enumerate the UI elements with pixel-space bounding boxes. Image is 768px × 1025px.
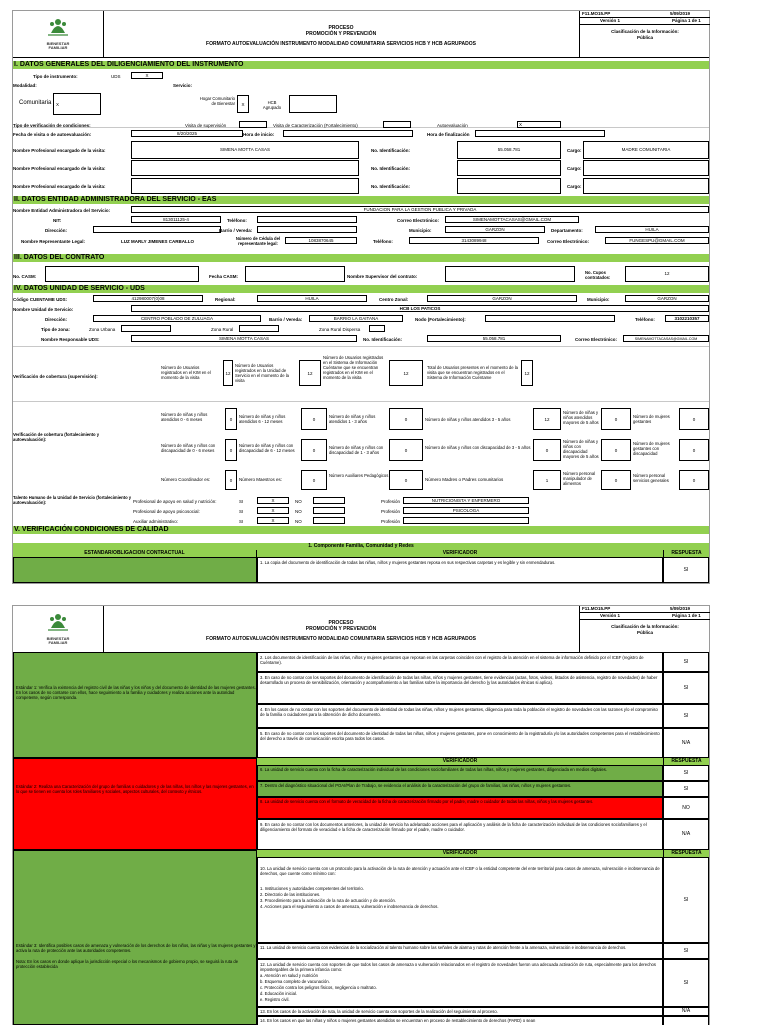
no-id-2-field[interactable] xyxy=(457,160,561,176)
d3-label: Número de niñas y niños con discapacidad de 1 - 3 años xyxy=(329,445,384,455)
respuesta-header: RESPUESTA xyxy=(663,550,709,557)
c4-field[interactable]: 1 xyxy=(533,470,561,490)
uds-tel-field[interactable]: 3102210357 xyxy=(665,315,709,322)
d5-field[interactable]: 0 xyxy=(601,439,631,461)
document-header-2 xyxy=(13,606,709,653)
eas-dep-label: Departamento: xyxy=(551,228,583,233)
cobertura-supervision-label: Verificación de cobertura (supervisión): xyxy=(13,374,98,379)
eas-correo-label: Correo Electrónico: xyxy=(397,218,440,223)
fecha-visita-label: Fecha de visita o de autoevaluación: xyxy=(13,132,92,137)
p2-si-label: SI xyxy=(239,509,244,514)
doc-version: Versión 1 xyxy=(600,613,621,618)
c2-field[interactable]: 0 xyxy=(301,470,327,490)
header-formato: FORMATO AUTOEVALUACIÓN INSTRUMENTO MODALIDAD COMUNITARIA SERVICIOS HCB Y HCB AGRUPADOS xyxy=(206,636,476,642)
eas-correo2-label: Correo Electrónico: xyxy=(547,239,590,244)
p1-profesion-label: Profesión xyxy=(381,499,401,504)
casm-label: No. CASM: xyxy=(13,274,37,279)
eas-tel2-label: Teléfono: xyxy=(373,239,393,244)
section-1-title: I. DATOS GENERALES DEL DILIGENCIAMIENTO DEL INSTRUMENTO xyxy=(13,61,709,69)
n4-label: Número de niñas y niños atendidos 3 - 5 años xyxy=(425,417,511,422)
cob-c-field[interactable]: 12 xyxy=(389,360,423,386)
cupos-field[interactable]: 12 xyxy=(625,266,709,282)
verificador-12-item-e: e. Registro civil. xyxy=(260,997,290,1002)
header-promocion: PROMOCIÓN Y PREVENCIÓN xyxy=(305,626,377,632)
eas-nombre-label: Nombre Entidad Administradora del Servicio: xyxy=(13,208,111,213)
eas-rep-value: LUZ MARLY JIMENES CARBALLO xyxy=(121,239,195,244)
p2-si-box[interactable]: X xyxy=(257,507,289,514)
cob-c-label: Número de Usuarios registrados en el Sistema de Información Cuéntame que se encuentran registrados en el KIM en el momento de la visita xyxy=(323,355,384,380)
estandar-1-cell xyxy=(13,652,257,758)
family-logo-icon xyxy=(13,606,103,638)
doc-public: Pública xyxy=(636,35,653,40)
uds-zonal-field[interactable]: GARZON xyxy=(427,295,577,302)
hogar-box[interactable]: X xyxy=(237,95,249,113)
d6-field[interactable]: 0 xyxy=(679,439,709,461)
comunitaria-label: Comunitaria xyxy=(19,100,52,106)
p1-no-box[interactable] xyxy=(313,497,345,504)
eas-tel-label: Teléfono: xyxy=(227,218,247,223)
document-header xyxy=(13,11,709,58)
no-id-2-label: No. Identificación: xyxy=(371,166,411,171)
uds-tel-label: Teléfono: xyxy=(635,317,655,322)
verificador-3-cell: 3. En caso de no contar con los soportes del documento de identificación de todas las niñas, niños y mujeres gestantes, tiene evidencias (actas, fotos, videos, listados de asistencia, registro de novedades) de haber desarrollado un proceso de sensibilización, orientación y acompañamiento a las familias sobre la importancia del derecho (y las autoridades étnicas si aplica). xyxy=(257,672,663,704)
uds-dir-label: Dirección: xyxy=(45,317,68,322)
form-page-2 xyxy=(12,605,710,1025)
respuesta-8[interactable]: NO xyxy=(663,797,709,819)
c4-label: Número Madres o Padres comunitarios xyxy=(425,477,504,482)
n3-label: Número de niñas y niños atendidos 1 - 3 años xyxy=(329,414,376,424)
eas-mun-label: Municipio: xyxy=(409,228,432,233)
verificador-12-item-c: c. Protección contra los peligros físicos, negligencia o maltrato. xyxy=(260,985,377,990)
uds-resp-correo-label: Correo Electrónico: xyxy=(575,337,618,342)
verificador-2-cell: 2. Los documentos de identificación de las niñas, niños y mujeres gestantes que reposan en las carpetas coinciden con el registro de la atención en el sistema de información definido por el ICBF (registro de Cuéntame). xyxy=(257,652,663,672)
header-proceso: PROCESO xyxy=(328,620,354,626)
header-meta xyxy=(579,11,710,57)
hogar-label: Hogar Comunitario de Bienestar xyxy=(199,96,235,106)
estandar-3-note: Nota: En los casos en donde aplique la jurisdicción especial o los mecanismos de gobierno propio, se seguirá la ruta de protección establecida xyxy=(16,959,239,969)
verificador-10-item-4: 4. Acciones para el seguimiento a casos de amenaza, vulneración e inobservancia de derechos. xyxy=(260,904,439,909)
logo-text-2: FAMILIAR xyxy=(48,640,68,645)
visita-caracterizacion-box[interactable] xyxy=(383,121,411,128)
verificador-header-2: VERIFICADOR xyxy=(257,758,663,765)
uds-dir-field[interactable]: CENTRO POBLADO DE ZULUAGA xyxy=(93,315,261,322)
cob-a-label: Número de Usuarios registrados en el KIM en el momento de la visita xyxy=(161,365,211,380)
p3-si-label: SI xyxy=(239,519,244,524)
verificador-header: VERIFICADOR xyxy=(257,550,663,557)
eas-cedula-label: Número de Cédula del representante legal: xyxy=(235,236,281,246)
p2-no-label: NO xyxy=(295,509,302,514)
d3-field[interactable]: 0 xyxy=(389,439,423,461)
verificador-10-item-3: 3. Procedimiento para la activación de la ruta de actuación y de atención. xyxy=(260,898,396,903)
hora-fin-field[interactable] xyxy=(475,130,605,137)
verificador-6-cell: 6. La unidad de servicio cuenta con la ficha de caracterización individual de las condiciones sociofamiliares de todas las niñas, niños y mujeres gestantes, diligenciada en medios digitales. xyxy=(257,765,663,781)
visita-supervision-box[interactable] xyxy=(239,121,267,128)
uds-resp-id-field[interactable]: 55.058.781 xyxy=(427,335,561,342)
uds-mun-field[interactable]: GARZON xyxy=(625,295,709,302)
tipo-instrumento-value: UDS xyxy=(111,74,121,79)
estandar-1-text: Estándar 1: Verifica la existencia del registro civil de las niñas y los niños y del documento de identidad de las mujeres gestantes. En los casos de no contarse con ellos, hace seguimiento a la familia y cuidadores y realiza acciones ante la autoridad competente, según corresponda. xyxy=(16,685,256,700)
hcb-agrupado-label: HCB Agrupado xyxy=(262,100,282,110)
p3-no-label: NO xyxy=(295,519,302,524)
respuesta-9[interactable]: N/A xyxy=(663,819,709,850)
verificador-4-cell: 4. En los casos de no contar con los soportes del documento de identidad de todas las niñas, niños y mujeres gestantes, diligencia para toda la población el registro de novedades con las razones y/o el compromiso de la familia o cuidadores para la obtención de dicho documento. xyxy=(257,704,663,728)
d2-label: Número de niñas y niños con discapacidad de 6 - 12 meses xyxy=(239,443,295,453)
n1-field[interactable]: 0 xyxy=(225,408,237,430)
verificador-10-text: 10. La unidad de servicio cuenta con un protocolo para la activación de la ruta de atención y actuación ante el ICBF o la entidad competente del ente territorial para casos de amenaza, vulneración e inobservancia de derechos, que cuente como mínimo con: xyxy=(260,866,660,876)
respuesta-2[interactable]: SI xyxy=(663,652,709,672)
tipo-instrumento-label: Tipo de instrumento: xyxy=(33,74,78,79)
supervisor-label: Nombre Supervisor del contrato: xyxy=(347,274,418,279)
cob-b-field[interactable]: 12 xyxy=(299,360,321,386)
eas-tel2-field[interactable]: 3143089948 xyxy=(409,237,539,244)
estandar-header: ESTANDAR/OBLIGACION CONTRACTUAL xyxy=(13,550,257,557)
visita-caracterizacion-label: Visita de Caracterización (Fortalecimiento) xyxy=(273,123,358,128)
verificador-12-item-a: a. Atención en salud y nutrición xyxy=(260,973,318,978)
n2-label: Número de niñas y niños atendidos 6 - 12 meses xyxy=(239,414,286,424)
header-meta-2 xyxy=(579,606,710,652)
c6-field[interactable]: 0 xyxy=(679,470,709,490)
profesional-2-field[interactable] xyxy=(131,160,359,176)
casm-field[interactable] xyxy=(45,266,199,282)
eas-correo-field[interactable]: SIMENAMOTTACASAS@GMAIL.COM xyxy=(445,216,579,223)
header-proceso: PROCESO xyxy=(328,25,354,31)
respuesta-3[interactable]: SI xyxy=(663,672,709,704)
comunitaria-box[interactable]: X xyxy=(53,93,101,115)
servicio-label: Servicio: xyxy=(173,83,193,88)
header-formato: FORMATO AUTOEVALUACIÓN INSTRUMENTO MODALIDAD COMUNITARIA SERVICIOS HCB Y HCB AGRUPADOS xyxy=(206,41,476,47)
verificador-5-cell: 5. En caso de no contar con los soportes del documento de identidad de todas las niñas, niños y mujeres gestantes, pone en conocimiento de la registraduría y/o las autoridades competentes para el restablecimiento del derecho a través de comunicación escrita para todos los casos. xyxy=(257,728,663,758)
p3-profesion-field[interactable] xyxy=(403,517,529,524)
doc-page: Página 1 de 1 xyxy=(672,18,701,23)
uds-regional-label: Regional: xyxy=(215,297,236,302)
verificador-10-item-2: 2. Directorio de las instituciones. xyxy=(260,892,321,897)
p1-label: Profesional de apoyo en salud y nutrición: xyxy=(133,499,217,504)
uds-codigo-field[interactable]: 412980007(0)08 xyxy=(93,295,203,302)
doc-public: Pública xyxy=(636,630,653,635)
doc-classification: Clasificación de la Información: xyxy=(611,29,679,34)
icbf-logo xyxy=(13,11,104,57)
section-5-title: V. VERIFICACIÓN CONDICIONES DE CALIDAD xyxy=(13,526,709,534)
uds-barrio-label: Barrio / Vereda: xyxy=(269,317,303,322)
d4-label: Número de niñas y niños con discapacidad de 3 - 5 años xyxy=(425,445,531,450)
eas-tel-field[interactable] xyxy=(257,216,357,223)
c6-label: Número personal servicios generales xyxy=(633,473,669,483)
doc-version: Versión 1 xyxy=(600,18,621,23)
doc-classification: Clasificación de la Información: xyxy=(611,624,679,629)
profesional-1-field[interactable]: SIMENA MOTTA CASAS xyxy=(131,141,359,159)
header-promocion: PROMOCIÓN Y PREVENCIÓN xyxy=(305,31,377,37)
verificador-10-cell xyxy=(257,857,663,943)
form-page-1 xyxy=(12,10,710,584)
doc-page: Página 1 de 1 xyxy=(672,613,701,618)
zona-rural-box[interactable] xyxy=(239,325,279,332)
p3-label: Auxiliar administrativo: xyxy=(133,519,179,524)
n5-label: Número de niñas y niños atendidos mayores de 5 años xyxy=(563,410,599,425)
n4-field[interactable]: 12 xyxy=(533,408,561,430)
eas-barrio-field[interactable] xyxy=(257,226,357,233)
eas-nombre-field[interactable]: FUNDACION PARA LA GESTION PUBLICA Y PRIVADA xyxy=(131,206,709,213)
zona-rural-label: Zona Rural xyxy=(211,327,234,332)
estandar-3-text: Estándar 3: Identifica posibles casos de amenaza y vulneración de los derechos de los niños, las niñas y las mujeres gestantes y activa la ruta de protección ante las autoridades competentes. xyxy=(16,943,256,953)
eas-barrio-label: Barrio / Vereda: xyxy=(219,228,253,233)
d4-field[interactable]: 0 xyxy=(533,439,561,461)
uds-unidad-label: Nombre Unidad de Servicio: xyxy=(13,307,74,312)
estandar-1-cell-p1 xyxy=(13,557,257,583)
d2-field[interactable]: 0 xyxy=(301,439,327,461)
c3-label: Número Auxiliares Pedagógicos xyxy=(329,473,389,478)
verificador-12-item-b: b. Esquema completo de vacunación. xyxy=(260,979,330,984)
visita-supervision-label: Visita de supervisión xyxy=(185,123,227,128)
estandar-2-text: Estándar 2: Realiza una Caracterización del grupo de familias o cuidadores y de las niñas, los niños y las mujeres gestantes, en lo que se tienen en cuenta los roles familiares y sociales, aspectos culturales, del contexto y étnicos. xyxy=(16,784,254,794)
uds-regional-field[interactable]: HUILA xyxy=(257,295,367,302)
p1-si-label: SI xyxy=(239,499,244,504)
hora-inicio-label: Hora de inicio: xyxy=(243,132,275,137)
respuesta-7[interactable]: SI xyxy=(663,781,709,797)
no-id-1-field[interactable]: 55.058.781 xyxy=(457,141,561,159)
respuesta-header-2: RESPUESTA xyxy=(663,758,709,765)
n3-field[interactable]: 0 xyxy=(389,408,423,430)
profesional-1-label: Nombre Profesional encargado de la visita: xyxy=(13,148,106,153)
no-id-1-label: No. Identificación: xyxy=(371,148,411,153)
p3-no-box[interactable] xyxy=(313,517,345,524)
doc-code: F11.MO15.PP xyxy=(582,606,611,611)
eas-nit-field[interactable]: 813011125-4 xyxy=(131,216,221,223)
uds-resp-label: Nombre Responsable UDS: xyxy=(41,337,100,342)
verificador-14-cell: 14. En los casos en que las niñas y niños o mujeres gestantes atendidos se encuentran en proceso de restablecimiento de derechos (PARD) o sean xyxy=(257,1016,663,1025)
respuesta-1[interactable]: SI xyxy=(663,557,709,583)
p1-no-label: NO xyxy=(295,499,302,504)
respuesta-11[interactable]: SI xyxy=(663,943,709,959)
n6-label: Número de mujeres gestantes xyxy=(633,414,670,424)
p2-no-box[interactable] xyxy=(313,507,345,514)
eas-nit-label: NIT: xyxy=(53,218,62,223)
profesional-2-label: Nombre Profesional encargado de la visita: xyxy=(13,166,106,171)
fecha-casm-label: Fecha CASM: xyxy=(209,274,239,279)
fecha-visita-field[interactable]: 8/20/2025 xyxy=(131,130,243,137)
zona-dispersa-box[interactable] xyxy=(369,325,385,332)
zona-urbana-label: Zona Urbana xyxy=(89,327,116,332)
p2-profesion-field[interactable]: PSICOLOGA xyxy=(403,507,529,514)
uds-mun-label: Municipio: xyxy=(587,297,610,302)
tipo-verificacion-label: Tipo de verificación de condiciones: xyxy=(13,123,91,128)
zona-urbana-box[interactable] xyxy=(121,325,171,332)
p1-si-box[interactable]: X xyxy=(257,497,289,504)
autoevaluacion-box[interactable]: X xyxy=(517,121,561,128)
cob-d-field[interactable]: 12 xyxy=(521,360,533,386)
cargo-1-field[interactable]: MADRE COMUNITARIA xyxy=(583,141,709,159)
n2-field[interactable]: 0 xyxy=(301,408,327,430)
header-title-block-2 xyxy=(103,606,579,652)
profesional-3-label: Nombre Profesional encargado de la visita: xyxy=(13,184,106,189)
c5-field[interactable]: 0 xyxy=(601,470,631,490)
verificador-8-cell: 8. La unidad de servicio cuenta con el formato de veracidad de la ficha de caracterización firmado por el padre, madre o cuidador de todas las niñas, niños y las mujeres gestantes. xyxy=(257,797,663,819)
zona-dispersa-label: Zona Rural Dispersa xyxy=(319,327,361,332)
respuesta-10[interactable]: SI xyxy=(663,857,709,943)
d6-label: Número de mujeres gestantes con discapacidad xyxy=(633,441,670,456)
estandar-2-cell xyxy=(13,758,257,850)
section-2-title: II. DATOS ENTIDAD ADMINISTRADORA DEL SERVICIO - EAS xyxy=(13,196,709,204)
eas-dep-field[interactable]: HUILA xyxy=(595,226,709,233)
cob-b-label: Número de Usuarios registrados en la Unidad de Servicio en el momento de la visita xyxy=(235,363,289,383)
c5-label: Número personal manipulador de alimentos xyxy=(563,471,596,486)
uds-resp-id-label: No. Identificación: xyxy=(363,337,403,342)
profesional-3-field[interactable] xyxy=(131,178,359,194)
estandar-3-cell xyxy=(13,850,257,1025)
n5-field[interactable]: 0 xyxy=(601,408,631,430)
doc-date: 5/09/2019 xyxy=(670,606,691,611)
uds-codigo-label: Código CUENTAME UDS: xyxy=(13,297,68,302)
d1-label: Número de niñas y niños con discapacidad de 0 - 6 meses xyxy=(161,443,216,453)
uds-resp-correo-field[interactable]: SIMENAMOTTACASAS@GMAIL.COM xyxy=(623,335,709,342)
family-logo-icon xyxy=(13,11,103,43)
respuesta-12[interactable]: SI xyxy=(663,959,709,1007)
d1-field[interactable]: 0 xyxy=(225,439,237,461)
uds-unidad-field[interactable]: HCB LOS PATICOS xyxy=(131,305,709,312)
cupos-label: No. Cupos contratados: xyxy=(585,270,611,280)
p2-label: Profesional de apoyo psicosocial: xyxy=(133,509,200,514)
verificador-11-cell: 11. La unidad de servicio cuenta con evidencias de la socialización al talento humano sobre las señales de alarma y rutas de atención frente a la amenaza, vulneración e inobservancia de derechos. xyxy=(257,943,663,959)
icbf-logo-2 xyxy=(13,606,104,652)
cobertura-fortalecimiento-label: Verificación de cobertura (fortalecimiento y autoevaluación): xyxy=(13,432,100,442)
eas-dir-label: Dirección: xyxy=(45,228,68,233)
c3-field[interactable]: 0 xyxy=(389,470,423,490)
supervisor-field[interactable] xyxy=(445,266,575,282)
doc-date: 5/09/2019 xyxy=(670,11,691,16)
respuesta-5[interactable]: N/A xyxy=(663,728,709,758)
cob-d-label: Total de Usuarios presentes en el momento de la visita que se encuentran registrados en el Sistema de Información Cuéntame xyxy=(427,365,519,380)
hora-fin-label: Hora de finalización xyxy=(427,132,470,137)
uds-zonal-label: Centro Zonal: xyxy=(379,297,409,302)
verificador-header-3: VERIFICADOR xyxy=(257,850,663,857)
cargo-2-field[interactable] xyxy=(583,160,709,176)
respuesta-13[interactable]: N/A xyxy=(663,1007,709,1016)
uds-barrio-field[interactable]: BARRIO LA GAITANA xyxy=(309,315,403,322)
uds-zona-label: Tipo de zona: xyxy=(41,327,70,332)
fecha-casm-field[interactable] xyxy=(245,266,345,282)
verificador-12-item-d: d. Educación inicial. xyxy=(260,991,298,996)
verificador-12-cell xyxy=(257,959,663,1007)
talento-humano-label: Talento Humano de la Unidad de Servicio (fortalecimiento y autoevaluación): xyxy=(13,495,132,505)
logo-text-1: BIENESTAR xyxy=(46,636,70,641)
eas-cedula-field[interactable]: 1083870645 xyxy=(285,237,357,244)
p3-si-box[interactable]: X xyxy=(257,517,289,524)
no-id-3-field[interactable] xyxy=(457,178,561,194)
section-3-title: III. DATOS DEL CONTRATO xyxy=(13,254,709,262)
no-id-3-label: No. Identificación: xyxy=(371,184,411,189)
n1-label: Número de niñas y niños atendidos 0 - 6 meses xyxy=(161,412,208,422)
verificador-9-cell: 9. En caso de no contar con los documentos anteriores, la unidad de servicio ha adelantado acciones para el aplicación y análisis de la ficha de caracterización individual de las condiciones sociofamiliares y el diligenciamiento del formato de veracidad e la ficha de caracterización firmado por el padre, madre o cuidador. xyxy=(257,819,663,850)
uds-resp-field[interactable]: SIMENA MOTTA CASAS xyxy=(131,335,357,342)
p1-profesion-field[interactable]: NUTRICIONISTA Y ENFERMERO xyxy=(403,497,529,504)
cob-a-field[interactable]: 12 xyxy=(223,360,233,386)
verificador-13-cell: 13. En los casos de la activación de ruta, la unidad de servicio cuenta con soportes de la realización del seguimiento al proceso. xyxy=(257,1007,663,1016)
logo-text-1: BIENESTAR xyxy=(46,41,70,46)
eas-correo2-field[interactable]: FUNGESPU@GMAIL.COM xyxy=(605,237,709,244)
cargo-1-label: Cargo: xyxy=(567,148,582,153)
hcb-agrupado-box[interactable] xyxy=(289,95,337,113)
cargo-3-label: Cargo: xyxy=(567,184,582,189)
uds-nodo-field[interactable] xyxy=(485,315,615,322)
eas-dir-field[interactable] xyxy=(93,226,221,233)
section-4-title: IV. DATOS UNIDAD DE SERVICIO - UDS xyxy=(13,285,709,293)
respuesta-header-3: RESPUESTA xyxy=(663,850,709,857)
hora-inicio-field[interactable] xyxy=(283,130,413,137)
n6-field[interactable]: 0 xyxy=(679,408,709,430)
modalidad-label: Modalidad: xyxy=(13,83,37,88)
c2-label: Número Maestros es: xyxy=(239,477,283,482)
verificador-1-cell: 1. La copia del documento de identificación de todas las niñas, niños y mujeres gestantes reposa en sus respectivas carpetas y es legible y sin enmendaduras. xyxy=(257,557,663,583)
c1-label: Número Coordinador es: xyxy=(161,477,211,482)
verificador-10-item-1: 1. Instituciones y autoridades competentes del territorio. xyxy=(260,886,364,891)
respuesta-4[interactable]: SI xyxy=(663,704,709,728)
p2-profesion-label: Profesión xyxy=(381,509,401,514)
d5-label: Número de niñas y niños con discapacidad mayores de 5 años xyxy=(563,439,599,459)
autoevaluacion-label: Autoevaluación xyxy=(437,123,468,128)
cargo-3-field[interactable] xyxy=(583,178,709,194)
c1-field[interactable]: 0 xyxy=(225,470,237,490)
eas-rep-label: Nombre Representante Legal: xyxy=(21,239,86,244)
respuesta-6[interactable]: SI xyxy=(663,765,709,781)
doc-code: F11.MO15.PP xyxy=(582,11,611,16)
tipo-instrumento-box[interactable]: X xyxy=(131,72,163,79)
p3-profesion-label: Profesión xyxy=(381,519,401,524)
componente-1-title: 1. Componente Familia, Comunidad y Redes xyxy=(13,543,709,550)
logo-text-2: FAMILIAR xyxy=(48,45,68,50)
verificador-12-text: 12. La unidad de servicio cuenta con soportes de que todos los casos de amenaza o vulneración relacionados en el registro de novedades fueron una adecuada activación de ruta, especialmente para los derechos impostergables de la primera infancia como: xyxy=(260,962,656,972)
verificador-7-cell: 7. Dentro del diagnóstico situacional del POAI/Plan de Trabajo, se evidencia el análisis de la caracterización del grupo de familias, las niñas, niños y mujeres gestantes. xyxy=(257,781,663,797)
eas-mun-field[interactable]: GARZON xyxy=(445,226,545,233)
cargo-2-label: Cargo: xyxy=(567,166,582,171)
uds-nodo-label: Nodo (Fortalecimiento): xyxy=(415,317,466,322)
header-title-block xyxy=(103,11,579,57)
